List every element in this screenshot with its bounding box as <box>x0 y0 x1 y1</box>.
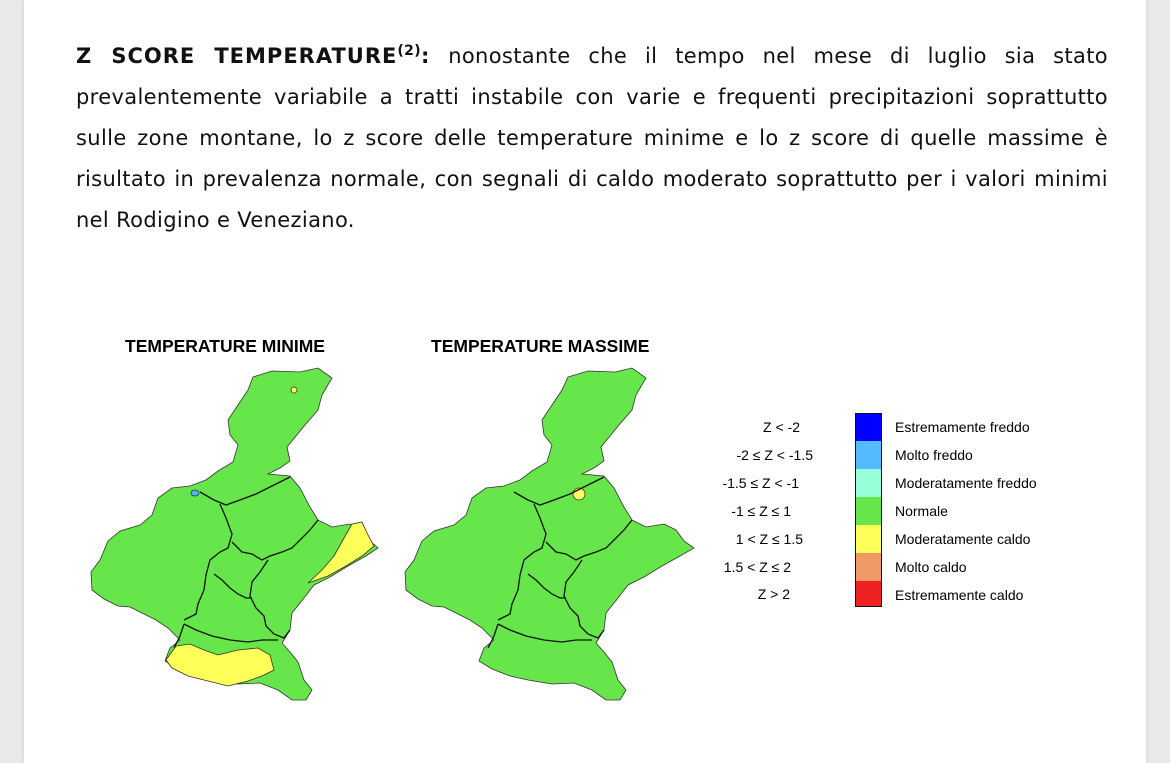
min-temp-warm-spot <box>291 387 297 393</box>
legend-label-6: Estremamente caldo <box>895 587 1024 603</box>
legend-swatch-moderately-cold <box>856 469 881 497</box>
legend-range-3: -1 ≤ Z ≤ 1 <box>731 503 791 519</box>
legend-label-0: Estremamente freddo <box>895 419 1030 435</box>
min-temp-region-outline <box>91 368 378 700</box>
footnote-ref: (2) <box>397 43 421 59</box>
paragraph-text: nonostante che il tempo nel mese di luglio sia stato prevalentemente variabile a tratti instabile con varie e frequenti precipitazioni soprattutto sulle zone montane, lo z score delle temperature minime e lo z score di quelle massime è risultato in prevalenza normale, con segnali di caldo moderato soprattutto per i valori minimi nel Rodigino e Veneziano. <box>76 44 1108 232</box>
legend-swatch-moderately-warm <box>856 525 881 553</box>
legend-swatches <box>856 414 882 607</box>
legend-range-4: 1 < Z ≤ 1.5 <box>735 531 803 547</box>
max-temp-region-outline <box>405 368 694 700</box>
max-temp-map-title: TEMPERATURE MASSIME <box>431 336 650 356</box>
legend-swatch-extremely-cold <box>856 414 881 441</box>
min-temp-map <box>91 368 378 700</box>
min-temp-cold-spot <box>191 490 199 496</box>
max-temp-map <box>405 368 694 700</box>
legend-range-2: -1.5 ≤ Z < -1 <box>722 475 799 491</box>
legend-label-5: Molto caldo <box>895 559 967 575</box>
legend-swatch-normal <box>856 497 881 525</box>
legend-label-3: Normale <box>895 503 948 519</box>
legend-swatch-very-cold <box>856 441 881 469</box>
min-temp-map-title: TEMPERATURE MINIME <box>125 336 325 356</box>
legend-range-5: 1.5 < Z ≤ 2 <box>723 559 791 575</box>
legend-swatch-extremely-warm <box>856 581 881 606</box>
heading-colon: : <box>420 44 431 68</box>
legend-label-1: Molto freddo <box>895 447 973 463</box>
legend-swatch-very-warm <box>856 553 881 581</box>
legend-range-1: -2 ≤ Z < -1.5 <box>736 447 813 463</box>
legend-label-2: Moderatamente freddo <box>895 475 1037 491</box>
legend-range-6: Z > 2 <box>757 586 790 602</box>
legend-label-4: Moderatamente caldo <box>895 531 1031 547</box>
legend-range-0: Z < -2 <box>763 419 800 435</box>
section-heading: Z SCORE TEMPERATURE <box>76 44 398 68</box>
